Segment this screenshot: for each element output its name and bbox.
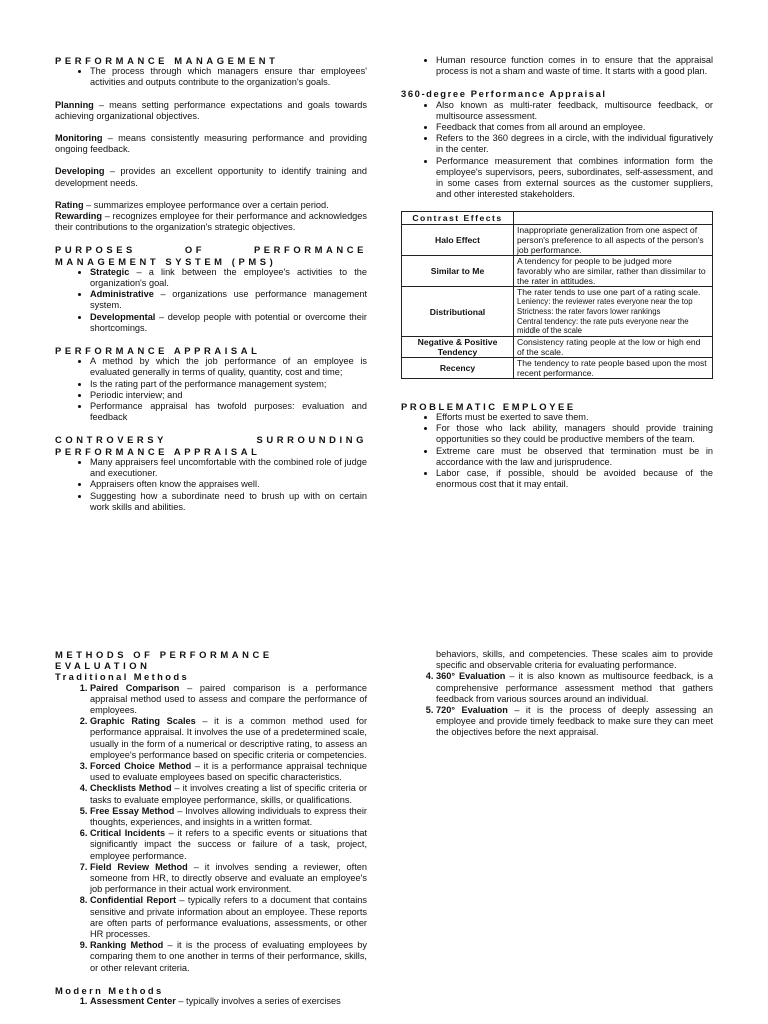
definition-planning: Planning – means setting performance expectations and goals towards achieving organizational objectives. [55,99,367,121]
purposes-bullet-list [55,267,367,334]
list-item: • The process through which managers ensure thar employees' activities and outputs contribute to the organization's goals. [90,66,367,88]
hr-bullet-list [401,55,713,77]
list-item: • Suggesting how a subordinate need to brush up with on certain work skills and abilities. [90,491,367,513]
modern-methods-list-continued [401,671,713,738]
list-item: 8. Confidential Report – typically refers to a document that contains sensitive and private information about an employee. These reports are often parts of performance evaluations, assessments, or other HR processes. [90,895,367,940]
controversy-bullet-list [55,457,367,513]
list-item: • Refers to the 360 degrees in a circle, with the individual figuratively in the center. [436,133,713,155]
list-item: • Strategic – a link between the employee's activities to the organization's goal. [90,267,367,289]
list-item: • Is the rating part of the performance management system; [90,379,367,390]
table-term: Recency [402,357,514,378]
list-item: • Appraisers often know the appraises well. [90,479,367,490]
modern-methods-heading: Modern Methods [55,984,164,996]
list-item: • Developmental – develop people with potential or overcome their shortcomings. [90,312,367,334]
page1-left-column [55,55,367,513]
page2-right-column [401,649,713,739]
list-item: 1. Assessment Center – typically involves a series of exercises [90,996,367,1007]
list-item: • Performance appraisal has twofold purposes: evaluation and feedback [90,401,367,423]
table-row [402,225,713,256]
table-term: Distributional [402,287,514,336]
table-row [402,357,713,378]
list-item: • Efforts must be exerted to save them. [436,412,713,423]
list-item: • Many appraisers feel uncomfortable with the combined role of judge and executioner. [90,457,367,479]
table-term: Negative & Positive Tendency [402,336,514,357]
pm-bullet-list [55,66,367,88]
list-item: 5. 720° Evaluation – it is the process of deeply assessing an employee and provide timely feedback to make sure they can meet the objectives before the next appraisal. [436,705,713,739]
pm-heading: PERFORMANCE MANAGEMENT [55,55,279,66]
list-item: • Administrative – organizations use performance management system. [90,289,367,311]
list-item: 5. Free Essay Method – Involves allowing individuals to express their thoughts, experiences, and insights in a written format. [90,806,367,828]
table-definition: A tendency for people to be judged more favorably who are similar, rather than dissimilar to the rater in attitudes. [514,256,713,287]
list-item: • Extreme care must be observed that termination must be in accordance with the law and jurisprudence. [436,446,713,468]
problematic-heading: PROBLEMATIC EMPLOYEE [401,400,576,412]
definition-rewarding: Rewarding – recognizes employee for their performance and acknowledges their contributions to the organization's strategic objectives. [55,211,367,233]
appraisal-bullet-list [55,356,367,423]
definition-monitoring: Monitoring – means consistently measuring performance and providing ongoing feedback. [55,133,367,155]
list-item: • Also known as multi-rater feedback, multisource feedback, or multisource assessment. [436,100,713,122]
table-header-empty [514,212,713,225]
purposes-heading: PURPOSES OF PERFORMANCE MANAGEMENT SYSTEM (PMS) [55,244,367,267]
contrast-effects-table [401,211,713,378]
appraisal-heading: PERFORMANCE APPRAISAL [55,345,261,357]
table-definition: Consistency rating people at the low or high end of the scale. [514,336,713,357]
traditional-methods-list [55,683,367,974]
list-item: • Human resource function comes in to ensure that the appraisal process is not a sham and waste of time. It starts with a good plan. [436,55,713,77]
controversy-heading: CONTROVERSY SURROUNDING PERFORMANCE APPRAISAL [55,434,367,457]
modern-methods-list [55,996,367,1007]
list-item: 9. Ranking Method – it is the process of evaluating employees by comparing them to one another in terms of their performance, skills, or other relevant criteria. [90,940,367,974]
table-header: Contrast Effects [402,212,514,225]
definition-rating: Rating – summarizes employee performance over a certain period. [55,199,329,210]
table-row [402,336,713,357]
table-header-row [402,212,713,225]
degree360-bullet-list [401,100,713,201]
degree360-heading: 360-degree Performance Appraisal [401,88,607,100]
list-item: • A method by which the job performance of an employee is evaluated generally in terms of quality, quantity, cost and time; [90,356,367,378]
definition-developing: Developing – provides an excellent opportunity to identify training and development needs. [55,166,367,188]
list-item: • Performance measurement that combines information form the employee's supervisors, peers, subordinates, self-assessment, and in some cases from external sources as the customer suppliers, and other interested stakeholders. [436,156,713,201]
list-item: 7. Field Review Method – it involves sending a reviewer, often someone from HR, to directly observe and evaluate an employee's job performance in their actual work environment. [90,862,367,896]
table-row [402,256,713,287]
list-item: • Labor case, if possible, should be avoided because of the enormous cost that it may entail. [436,468,713,490]
problematic-bullet-list [401,412,713,490]
list-item: 4. 360° Evaluation – it is also known as multisource feedback, is a comprehensive performance assessment method that gathers feedback from various sources around an individual. [436,671,713,705]
list-item: • For those who lack ability, managers should provide training opportunities so they could be productive members of the team. [436,423,713,445]
table-definition: The rater tends to use one part of a rating scale. Leniency: the reviewer rates everyone near the top Strictness: the rater favors lower rankings Central tendency: the rate puts everyone near the middle of the scale [514,287,713,336]
list-item: 2. Graphic Rating Scales – it is a common method used for performance appraisal. It involves the use of a predetermined scale, usually in the form of a numerical or descriptive rating, to assess an employee's performance based on specific criteria or competencies. [90,716,367,761]
page1-right-column [401,55,713,490]
list-item: 3. Forced Choice Method – it is a performance appraisal technique used to evaluate employees based on specific characteristics. [90,761,367,783]
page2-left-column [55,649,367,1007]
list-item: 6. Critical Incidents – it refers to a specific events or situations that significantly impact the success or failure of a task, project, employee performance. [90,828,367,862]
table-definition: The tendency to rate people based upon the most recent performance. [514,357,713,378]
list-item: • Periodic interview; and [90,390,367,401]
methods-heading: METHODS OF PERFORMANCE EVALUATION [55,649,273,672]
list-item: 4. Checklists Method – it involves creating a list of specific criteria or tasks to evaluate employee performance, skills, or qualifications. [90,783,367,805]
traditional-methods-heading: Traditional Methods [55,671,190,683]
table-term: Similar to Me [402,256,514,287]
table-row [402,287,713,336]
list-item: 1. Paired Comparison – paired comparison is a performance appraisal method used to assess and compare the performance of employees. [90,683,367,717]
table-term: Halo Effect [402,225,514,256]
table-definition: Inappropriate generalization from one aspect of person's preference to all aspects of the person's job performance. [514,225,713,256]
list-item: • Feedback that comes from all around an employee. [436,122,713,133]
continued-text: behaviors, skills, and competencies. These scales aim to provide specific and observable criteria for evaluating performance. [436,649,713,671]
